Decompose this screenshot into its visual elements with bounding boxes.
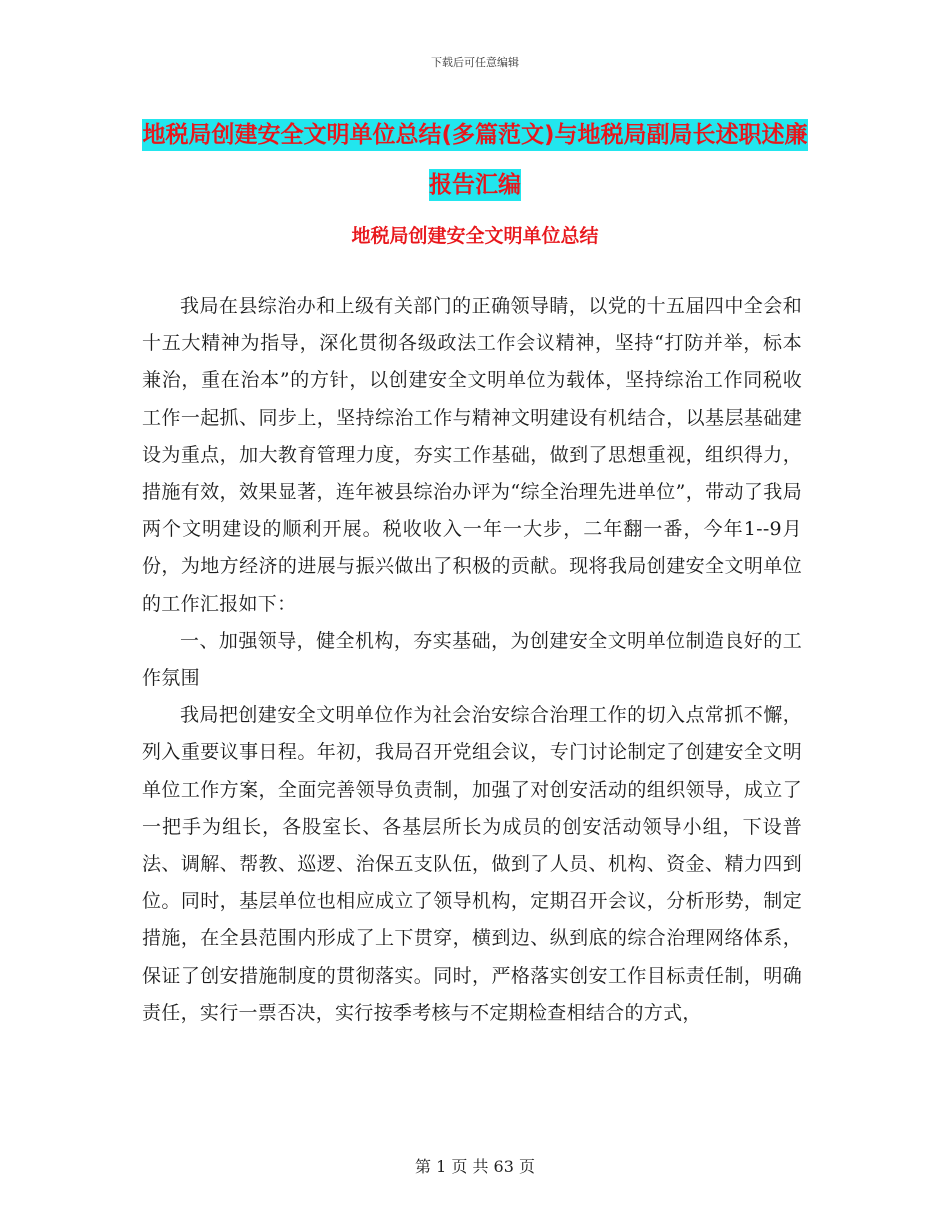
header-note: 下载后可任意编辑 (431, 56, 519, 69)
document-title-text: 地税局创建安全文明单位总结(多篇范文)与地税局副局长述职述廉报告汇编 (142, 119, 807, 201)
page-footer: 第 1 页 共 63 页 (415, 1157, 535, 1176)
paragraph: 一、加强领导，健全机构，夯实基础，为创建安全文明单位制造良好的工作氛围 (142, 629, 802, 690)
paragraph: 我局在县综治办和上级有关部门的正确领导睛，以党的十五届四中全会和十五大精神为指导，深化贯彻各级政法工作会议精神，坚持“打防并举，标本兼治，重在治本”的方针，以创建安全文明单位为载体，坚持综治工作同税收工作一起抓、同步上，坚持综治工作与精神文明建设有机结合，以基层基础建设为重点，加大教育管理力度，夯实工作基础，做到了思想重视，组织得力，措施有效，效果显著，连年被县综治办评为“综全治理先进单位”，带动了我局两个文明建设的顺利开展。税收收入一年一大步，二年翻一番，今年1--9月份，为地方经济的进展与振兴做出了积极的贡献。现将我局创建安全文明单位的工作汇报如下： (142, 295, 802, 615)
paragraph: 我局把创建安全文明单位作为社会治安综合治理工作的切入点常抓不懈，列入重要议事日程。年初，我局召开党组会议，专门讨论制定了创建安全文明单位工作方案，全面完善领导负责制，加强了对创安活动的组织领导，成立了一把手为组长，各股室长、各基层所长为成员的创安活动领导小组，下设普法、调解、帮教、巡逻、治保五支队伍，做到了人员、机构、资金、精力四到位。同时，基层单位也相应成立了领导机构，定期召开会议，分析形势，制定措施，在全县范围内形成了上下贯穿，横到边、纵到底的综合治理网络体系，保证了创安措施制度的贯彻落实。同时，严格落实创安工作目标责任制，明确责任，实行一票否决，实行按季考核与不定期检查相结合的方式， (142, 704, 802, 1024)
body-text (142, 288, 802, 1032)
section-title: 地税局创建安全文明单位总结 (351, 225, 599, 247)
document-title (142, 110, 808, 210)
